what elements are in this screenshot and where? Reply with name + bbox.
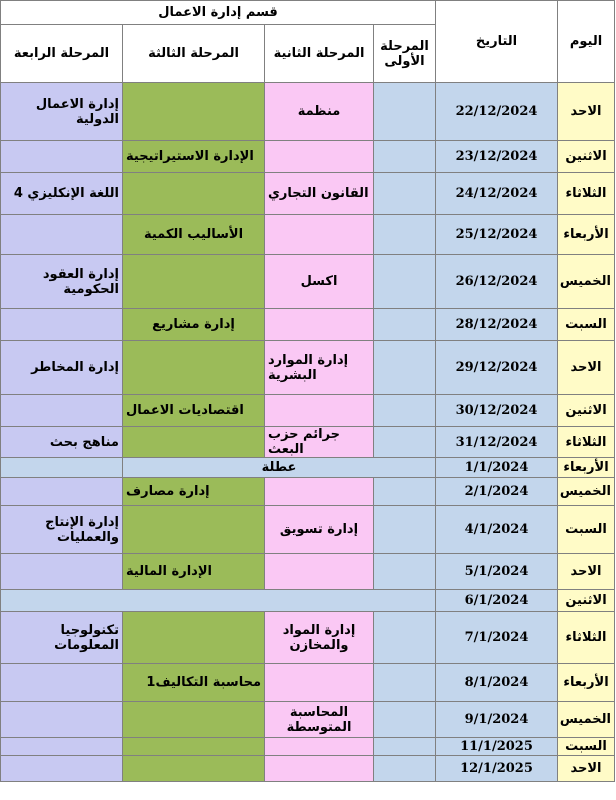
stage2-cell	[265, 554, 374, 590]
stage3-cell	[123, 738, 265, 756]
stage4-cell	[1, 554, 123, 590]
table-row	[1, 427, 615, 458]
stage2-cell: اكسل	[265, 255, 374, 309]
stage2-cell: إدارة المواد والمخازن	[265, 612, 374, 664]
stage3-cell	[123, 83, 265, 141]
stage3-cell	[123, 612, 265, 664]
stage4-cell	[1, 458, 123, 478]
stage4-cell	[1, 395, 123, 427]
date-cell: 7/1/2024	[436, 612, 558, 664]
table-row	[1, 612, 615, 664]
stage1-cell	[374, 83, 436, 141]
table-row	[1, 83, 615, 141]
stage2-cell	[265, 215, 374, 255]
stage1-cell	[374, 756, 436, 782]
stage3-cell	[123, 341, 265, 395]
table-row	[1, 341, 615, 395]
stage1-cell	[374, 506, 436, 554]
date-cell: 22/12/2024	[436, 83, 558, 141]
stage2-cell: إدارة تسويق	[265, 506, 374, 554]
col-header-stage3: المرحلة الثالثة	[123, 25, 265, 83]
day-cell: الأربعاء	[558, 215, 615, 255]
date-cell: 8/1/2024	[436, 664, 558, 702]
day-cell: السبت	[558, 309, 615, 341]
stage3-cell	[123, 427, 265, 458]
date-cell: 4/1/2024	[436, 506, 558, 554]
stage1-cell	[374, 215, 436, 255]
date-cell: 28/12/2024	[436, 309, 558, 341]
stage1-cell	[374, 702, 436, 738]
date-cell: 23/12/2024	[436, 141, 558, 173]
day-cell: الخميس	[558, 255, 615, 309]
day-cell: الاثنين	[558, 590, 615, 612]
empty-span-cell	[1, 590, 436, 612]
date-cell: 25/12/2024	[436, 215, 558, 255]
stage1-cell	[374, 612, 436, 664]
stage4-cell	[1, 215, 123, 255]
department-title: قسم إدارة الاعمال	[1, 1, 436, 25]
date-cell: 1/1/2024	[436, 458, 558, 478]
day-cell: الأربعاء	[558, 664, 615, 702]
stage2-cell	[265, 478, 374, 506]
stage1-cell	[374, 309, 436, 341]
table-row	[1, 141, 615, 173]
stage3-cell: اقتصاديات الاعمال	[123, 395, 265, 427]
col-header-stage1: المرحلة الأولى	[374, 25, 436, 83]
stage4-cell	[1, 664, 123, 702]
date-cell: 5/1/2024	[436, 554, 558, 590]
stage3-cell	[123, 756, 265, 782]
stage3-cell	[123, 173, 265, 215]
stage1-cell	[374, 738, 436, 756]
table-row	[1, 554, 615, 590]
table-row	[1, 395, 615, 427]
stage3-cell: الأساليب الكمية	[123, 215, 265, 255]
date-cell: 6/1/2024	[436, 590, 558, 612]
stage3-cell	[123, 702, 265, 738]
stage1-cell	[374, 395, 436, 427]
day-cell: الاحد	[558, 554, 615, 590]
stage4-cell: تكنولوجيا المعلومات	[1, 612, 123, 664]
stage3-cell	[123, 506, 265, 554]
stage3-cell: إدارة مشاريع	[123, 309, 265, 341]
table-row	[1, 702, 615, 738]
stage4-cell: مناهج بحث	[1, 427, 123, 458]
stage1-cell	[374, 255, 436, 309]
stage4-cell	[1, 702, 123, 738]
stage2-cell	[265, 395, 374, 427]
day-cell: الاحد	[558, 756, 615, 782]
day-cell: الثلاثاء	[558, 427, 615, 458]
stage1-cell	[374, 554, 436, 590]
table-row	[1, 664, 615, 702]
table-row	[1, 756, 615, 782]
day-cell: الاثنين	[558, 141, 615, 173]
stage2-cell: المحاسبة المتوسطة	[265, 702, 374, 738]
table-row	[1, 738, 615, 756]
stage1-cell	[374, 478, 436, 506]
stage4-cell	[1, 738, 123, 756]
day-cell: الاحد	[558, 341, 615, 395]
holiday-cell: عطلة	[123, 458, 436, 478]
stage4-cell: اللغة الإنكليزي 4	[1, 173, 123, 215]
day-cell: الثلاثاء	[558, 173, 615, 215]
day-cell: الخميس	[558, 478, 615, 506]
stage4-cell	[1, 756, 123, 782]
stage4-cell	[1, 141, 123, 173]
stage4-cell: إدارة المخاطر	[1, 341, 123, 395]
stage2-cell: منظمة	[265, 83, 374, 141]
stage1-cell	[374, 664, 436, 702]
stage1-cell	[374, 427, 436, 458]
stage4-cell: إدارة الاعمال الدولية	[1, 83, 123, 141]
stage2-cell	[265, 756, 374, 782]
stage3-cell: محاسبة التكاليف1	[123, 664, 265, 702]
date-cell: 11/1/2025	[436, 738, 558, 756]
day-cell: السبت	[558, 506, 615, 554]
day-cell: الاثنين	[558, 395, 615, 427]
stage4-cell: إدارة الإنتاج والعمليات	[1, 506, 123, 554]
stage1-cell	[374, 141, 436, 173]
table-row	[1, 590, 615, 612]
stage3-cell: الإدارة المالية	[123, 554, 265, 590]
day-cell: الخميس	[558, 702, 615, 738]
date-cell: 9/1/2024	[436, 702, 558, 738]
col-header-date: التاريخ	[436, 1, 558, 83]
stage3-cell	[123, 255, 265, 309]
stage1-cell	[374, 173, 436, 215]
col-header-stage2: المرحلة الثانية	[265, 25, 374, 83]
stage2-cell	[265, 664, 374, 702]
date-cell: 31/12/2024	[436, 427, 558, 458]
stage2-cell	[265, 141, 374, 173]
stage3-cell: إدارة مصارف	[123, 478, 265, 506]
table-row	[1, 506, 615, 554]
stage2-cell: القانون التجاري	[265, 173, 374, 215]
col-header-stage4: المرحلة الرابعة	[1, 25, 123, 83]
table-row	[1, 215, 615, 255]
date-cell: 12/1/2025	[436, 756, 558, 782]
stage4-cell: إدارة العقود الحكومية	[1, 255, 123, 309]
date-cell: 30/12/2024	[436, 395, 558, 427]
stage2-cell	[265, 309, 374, 341]
date-cell: 26/12/2024	[436, 255, 558, 309]
day-cell: الأربعاء	[558, 458, 615, 478]
stage2-cell: جرائم حزب البعث	[265, 427, 374, 458]
schedule-body	[1, 83, 615, 782]
stage3-cell: الإدارة الاستيراتيجية	[123, 141, 265, 173]
stage2-cell: إدارة الموارد البشرية	[265, 341, 374, 395]
table-row	[1, 309, 615, 341]
table-row	[1, 255, 615, 309]
stage1-cell	[374, 341, 436, 395]
table-row	[1, 458, 615, 478]
day-cell: الثلاثاء	[558, 612, 615, 664]
day-cell: السبت	[558, 738, 615, 756]
day-cell: الاحد	[558, 83, 615, 141]
stage4-cell	[1, 478, 123, 506]
date-cell: 24/12/2024	[436, 173, 558, 215]
stage4-cell	[1, 309, 123, 341]
date-cell: 2/1/2024	[436, 478, 558, 506]
col-header-day: اليوم	[558, 1, 615, 83]
table-row	[1, 478, 615, 506]
table-row	[1, 173, 615, 215]
stage2-cell	[265, 738, 374, 756]
date-cell: 29/12/2024	[436, 341, 558, 395]
